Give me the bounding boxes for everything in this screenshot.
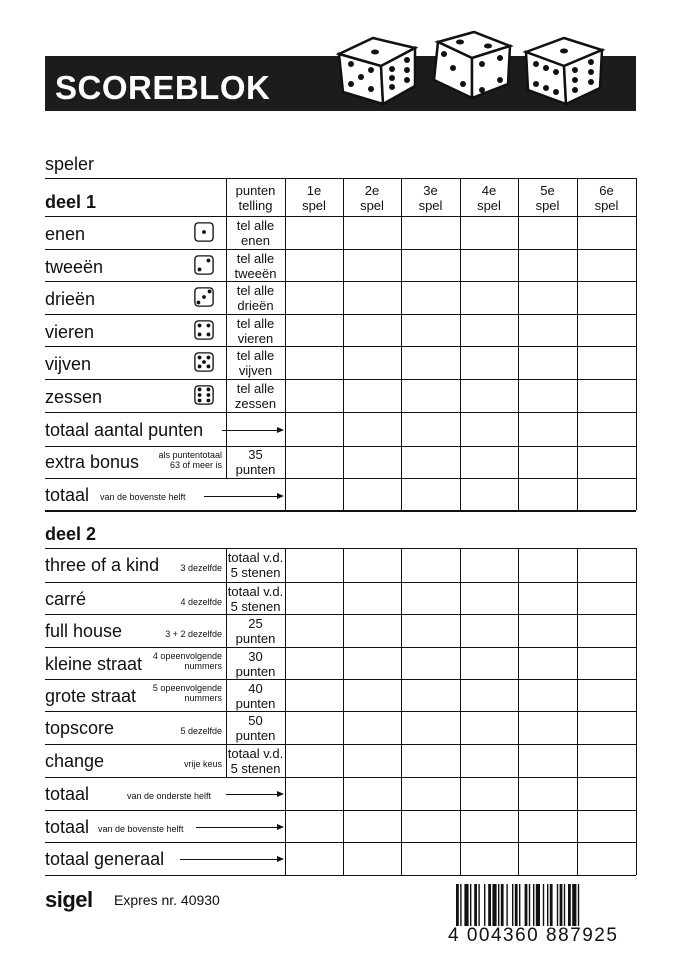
bonus-note-line: 63 of meer is bbox=[169, 460, 222, 470]
game-column-header-3-line: 3e bbox=[423, 183, 438, 198]
page-title: SCOREBLOK bbox=[55, 69, 271, 106]
points-rule bbox=[226, 348, 285, 378]
part2-row-7-score-cell[interactable] bbox=[344, 745, 400, 776]
points-rule bbox=[226, 550, 285, 580]
part2-row-5-score-cell[interactable] bbox=[344, 680, 400, 710]
part1-row-3-score-cell[interactable] bbox=[286, 282, 342, 313]
part2-row-6-score-cell[interactable] bbox=[578, 712, 635, 743]
points-rule-line: 5 stenen bbox=[230, 599, 281, 614]
part1-row-1-score-cell[interactable] bbox=[578, 217, 635, 248]
product-number: Expres nr. 40930 bbox=[114, 892, 220, 908]
points-rule bbox=[226, 616, 285, 646]
part2-row-3-score-cell[interactable] bbox=[402, 615, 459, 646]
arrow-icon bbox=[180, 859, 282, 860]
points-rule bbox=[226, 251, 285, 281]
arrow-icon bbox=[196, 827, 282, 828]
part1-row-1-score-cell[interactable] bbox=[344, 217, 400, 248]
lower-total-score-cell[interactable] bbox=[286, 778, 342, 809]
part1-row-1-score-cell[interactable] bbox=[402, 217, 459, 248]
die-face-3-icon bbox=[194, 287, 214, 307]
game-column-header-1-line: 1e bbox=[306, 183, 322, 198]
grid-line bbox=[636, 178, 637, 510]
upper-total-repeat-score-cell[interactable] bbox=[286, 811, 342, 841]
part1-row-6-score-cell[interactable] bbox=[519, 380, 576, 411]
row-note-line: 4 dezelfde bbox=[180, 597, 222, 607]
part2-row-3-score-cell[interactable] bbox=[344, 615, 400, 646]
part2-row-5-score-cell[interactable] bbox=[578, 680, 635, 710]
grand-total-score-cell[interactable] bbox=[344, 843, 400, 874]
part2-row-6-score-cell[interactable] bbox=[519, 712, 576, 743]
points-rule bbox=[226, 316, 285, 346]
grid-line bbox=[45, 178, 636, 179]
bonus-score-cell[interactable] bbox=[286, 447, 342, 477]
bonus-score-cell[interactable] bbox=[344, 447, 400, 477]
part2-row-2-score-cell[interactable] bbox=[286, 583, 342, 613]
points-rule-line: vijven bbox=[238, 363, 273, 378]
part2-row-5-score-cell[interactable] bbox=[461, 680, 517, 710]
row-note-line: nummers bbox=[184, 693, 222, 703]
part1-row-2-score-cell[interactable] bbox=[286, 250, 342, 280]
points-rule-line: drieën bbox=[237, 298, 274, 313]
part1-row-6-score-cell[interactable] bbox=[344, 380, 400, 411]
part1-row-5-score-cell[interactable] bbox=[578, 347, 635, 378]
total-points-score-cell[interactable] bbox=[461, 413, 517, 445]
points-column-header bbox=[226, 183, 285, 213]
points-rule-line: tel alle bbox=[236, 316, 275, 331]
part1-row-5-score-cell[interactable] bbox=[519, 347, 576, 378]
points-rule-line: 40 bbox=[248, 681, 263, 696]
row-label-grote-straat: grote straat bbox=[45, 686, 137, 706]
row-note bbox=[112, 651, 222, 671]
arrow-icon bbox=[226, 794, 282, 795]
part1-row-5-score-cell[interactable] bbox=[402, 347, 459, 378]
game-column-header-5-line: 5e bbox=[540, 183, 555, 198]
total-points-label: totaal aantal punten bbox=[45, 420, 204, 440]
grand-total-label: totaal generaal bbox=[45, 849, 165, 869]
part2-row-2-score-cell[interactable] bbox=[344, 583, 400, 613]
row-label-tweeën: tweeën bbox=[45, 257, 104, 277]
part2-row-4-score-cell[interactable] bbox=[461, 648, 517, 678]
upper-total-repeat-label: totaal bbox=[45, 817, 90, 837]
barcode-number: 4 004360 887925 bbox=[448, 925, 619, 946]
row-label-vieren: vieren bbox=[45, 322, 95, 342]
part1-row-3-score-cell[interactable] bbox=[519, 282, 576, 313]
part2-row-6-score-cell[interactable] bbox=[344, 712, 400, 743]
upper-total-repeat-note: van de bovenste helft bbox=[98, 824, 184, 834]
row-label-zessen: zessen bbox=[45, 387, 103, 407]
bonus-score-cell[interactable] bbox=[461, 447, 517, 477]
total-points-score-cell[interactable] bbox=[519, 413, 576, 445]
die-face-5-icon bbox=[194, 352, 214, 372]
points-rule-line: tel alle bbox=[236, 251, 275, 266]
part1-row-4-score-cell[interactable] bbox=[578, 315, 635, 345]
points-rule-line: tel alle bbox=[236, 218, 275, 233]
game-column-header-4 bbox=[460, 183, 518, 213]
part2-row-4-score-cell[interactable] bbox=[578, 648, 635, 678]
part1-row-4-score-cell[interactable] bbox=[461, 315, 517, 345]
upper-total-label: totaal bbox=[45, 485, 90, 505]
part2-row-1-score-cell[interactable] bbox=[402, 549, 459, 581]
part1-row-4-score-cell[interactable] bbox=[402, 315, 459, 345]
game-column-header-1 bbox=[285, 183, 343, 213]
points-rule bbox=[226, 218, 285, 248]
part1-row-1-score-cell[interactable] bbox=[286, 217, 342, 248]
points-rule-line: zessen bbox=[234, 396, 277, 411]
game-column-header-2-line: spel bbox=[360, 198, 384, 213]
lower-total-score-cell[interactable] bbox=[402, 778, 459, 809]
bonus-label: extra bonus bbox=[45, 452, 140, 472]
part1-row-5-score-cell[interactable] bbox=[461, 347, 517, 378]
points-rule-line: totaal v.d. bbox=[227, 584, 284, 599]
points-rule-line: punten bbox=[235, 631, 276, 646]
points-rule-line: 30 bbox=[248, 649, 263, 664]
row-label-kleine-straat: kleine straat bbox=[45, 654, 143, 674]
part2-row-6-score-cell[interactable] bbox=[461, 712, 517, 743]
game-column-header-6-line: 6e bbox=[599, 183, 614, 198]
bonus-note-line: als puntentotaal bbox=[158, 450, 222, 460]
upper-total-repeat-score-cell[interactable] bbox=[344, 811, 400, 841]
part2-row-4-score-cell[interactable] bbox=[402, 648, 459, 678]
points-rule-line: 50 bbox=[248, 713, 263, 728]
grid-line bbox=[45, 875, 636, 876]
grid-line bbox=[636, 548, 637, 875]
part1-row-4-score-cell[interactable] bbox=[286, 315, 342, 345]
row-label-change: change bbox=[45, 751, 105, 771]
bonus-points bbox=[226, 447, 285, 477]
points-rule bbox=[226, 746, 285, 776]
row-note-line: nummers bbox=[184, 661, 222, 671]
upper-total-repeat-score-cell[interactable] bbox=[402, 811, 459, 841]
game-column-header-3 bbox=[401, 183, 460, 213]
game-column-header-1-line: spel bbox=[302, 198, 326, 213]
part1-row-2-score-cell[interactable] bbox=[344, 250, 400, 280]
part1-row-2-score-cell[interactable] bbox=[578, 250, 635, 280]
upper-total-score-cell[interactable] bbox=[286, 479, 342, 509]
part1-row-2-score-cell[interactable] bbox=[519, 250, 576, 280]
game-column-header-5 bbox=[518, 183, 577, 213]
row-label-drieën: drieën bbox=[45, 289, 96, 309]
player-label: speler bbox=[45, 154, 95, 174]
arrow-icon bbox=[222, 430, 282, 431]
game-column-header-3-line: spel bbox=[418, 198, 443, 213]
part2-row-3-score-cell[interactable] bbox=[286, 615, 342, 646]
upper-total-score-cell[interactable] bbox=[519, 479, 576, 509]
part2-row-5-score-cell[interactable] bbox=[519, 680, 576, 710]
bonus-score-cell[interactable] bbox=[402, 447, 459, 477]
row-note-line: vrije keus bbox=[183, 759, 222, 769]
part1-row-2-score-cell[interactable] bbox=[402, 250, 459, 280]
row-label-full-house: full house bbox=[45, 621, 123, 641]
bonus-points-line: punten bbox=[235, 462, 276, 477]
part2-row-1-score-cell[interactable] bbox=[344, 549, 400, 581]
part2-row-4-score-cell[interactable] bbox=[519, 648, 576, 678]
part2-row-7-score-cell[interactable] bbox=[578, 745, 635, 776]
die-face-4-icon bbox=[194, 320, 214, 340]
lower-total-score-cell[interactable] bbox=[461, 778, 517, 809]
part1-row-5-score-cell[interactable] bbox=[286, 347, 342, 378]
part1-row-3-score-cell[interactable] bbox=[402, 282, 459, 313]
row-note-line: 5 dezelfde bbox=[180, 726, 222, 736]
part1-row-6-score-cell[interactable] bbox=[402, 380, 459, 411]
part1-row-3-score-cell[interactable] bbox=[461, 282, 517, 313]
part1-row-1-score-cell[interactable] bbox=[519, 217, 576, 248]
dice-icon bbox=[430, 28, 514, 102]
row-note-line: 3 + 2 dezelfde bbox=[165, 629, 222, 639]
points-rule-line: punten bbox=[235, 664, 276, 679]
points-rule bbox=[226, 681, 285, 711]
total-points-score-cell[interactable] bbox=[578, 413, 635, 445]
part2-row-1-score-cell[interactable] bbox=[578, 549, 635, 581]
points-rule-line: totaal v.d. bbox=[227, 550, 284, 565]
grand-total-score-cell[interactable] bbox=[578, 843, 635, 874]
points-rule-line: 25 bbox=[248, 616, 263, 631]
die-face-2-icon bbox=[194, 255, 214, 275]
points-rule bbox=[226, 283, 285, 313]
points-rule-line: enen bbox=[241, 233, 270, 248]
bonus-note bbox=[112, 450, 222, 470]
row-label-carré: carré bbox=[45, 589, 87, 609]
part1-row-3-score-cell[interactable] bbox=[578, 282, 635, 313]
part2-row-2-score-cell[interactable] bbox=[461, 583, 517, 613]
part1-row-1-score-cell[interactable] bbox=[461, 217, 517, 248]
part2-row-6-score-cell[interactable] bbox=[402, 712, 459, 743]
part1-row-6-score-cell[interactable] bbox=[461, 380, 517, 411]
row-note-line: 3 dezelfde bbox=[180, 563, 222, 573]
brand-logo: sigel bbox=[45, 887, 93, 912]
part2-row-1-score-cell[interactable] bbox=[461, 549, 517, 581]
upper-total-score-cell[interactable] bbox=[578, 479, 635, 509]
total-points-score-cell[interactable] bbox=[402, 413, 459, 445]
die-face-6-icon bbox=[194, 385, 214, 405]
points-rule-line: punten bbox=[235, 696, 276, 711]
upper-total-score-cell[interactable] bbox=[402, 479, 459, 509]
game-column-header-4-line: 4e bbox=[481, 183, 497, 198]
points-rule-line: tel alle bbox=[236, 381, 275, 396]
game-column-header-4-line: spel bbox=[477, 198, 501, 213]
grid-line bbox=[45, 510, 636, 512]
part1-row-5-score-cell[interactable] bbox=[344, 347, 400, 378]
points-column-header-line: telling bbox=[238, 198, 273, 213]
part2-row-6-score-cell[interactable] bbox=[286, 712, 342, 743]
part2-row-4-score-cell[interactable] bbox=[344, 648, 400, 678]
part2-row-1-score-cell[interactable] bbox=[519, 549, 576, 581]
part1-row-2-score-cell[interactable] bbox=[461, 250, 517, 280]
part1-row-6-score-cell[interactable] bbox=[286, 380, 342, 411]
part2-row-7-score-cell[interactable] bbox=[461, 745, 517, 776]
game-column-header-2-line: 2e bbox=[364, 183, 380, 198]
part2-row-4-score-cell[interactable] bbox=[286, 648, 342, 678]
row-note bbox=[112, 597, 222, 607]
part1-row-4-score-cell[interactable] bbox=[519, 315, 576, 345]
upper-total-repeat-score-cell[interactable] bbox=[519, 811, 576, 841]
row-note-line: 4 opeenvolgende bbox=[152, 651, 222, 661]
part2-row-1-score-cell[interactable] bbox=[286, 549, 342, 581]
grand-total-score-cell[interactable] bbox=[519, 843, 576, 874]
points-rule-line: vieren bbox=[237, 331, 274, 346]
total-points-score-cell[interactable] bbox=[344, 413, 400, 445]
bonus-points-line: 35 bbox=[248, 447, 263, 462]
upper-total-score-cell[interactable] bbox=[461, 479, 517, 509]
dice-icon bbox=[335, 34, 419, 108]
part1-heading: deel 1 bbox=[45, 192, 97, 212]
part2-row-7-score-cell[interactable] bbox=[286, 745, 342, 776]
lower-total-note: van de onderste helft bbox=[127, 791, 212, 801]
points-rule bbox=[226, 713, 285, 743]
dice-icon bbox=[522, 34, 606, 108]
points-rule-line: tel alle bbox=[236, 348, 275, 363]
row-note-line: 5 opeenvolgende bbox=[152, 683, 222, 693]
row-label-vijven: vijven bbox=[45, 354, 92, 374]
part2-row-2-score-cell[interactable] bbox=[519, 583, 576, 613]
points-rule bbox=[226, 584, 285, 614]
upper-total-score-cell[interactable] bbox=[344, 479, 400, 509]
upper-total-note: van de bovenste helft bbox=[100, 492, 186, 502]
lower-total-score-cell[interactable] bbox=[519, 778, 576, 809]
row-note bbox=[112, 683, 222, 703]
part2-row-3-score-cell[interactable] bbox=[578, 615, 635, 646]
upper-total-repeat-score-cell[interactable] bbox=[461, 811, 517, 841]
row-note bbox=[112, 726, 222, 736]
points-rule-line: 5 stenen bbox=[230, 761, 281, 776]
row-note bbox=[112, 563, 222, 573]
game-column-header-6 bbox=[577, 183, 636, 213]
barcode bbox=[456, 884, 636, 926]
grand-total-score-cell[interactable] bbox=[461, 843, 517, 874]
part2-row-2-score-cell[interactable] bbox=[578, 583, 635, 613]
part2-row-7-score-cell[interactable] bbox=[519, 745, 576, 776]
part2-row-5-score-cell[interactable] bbox=[286, 680, 342, 710]
part1-row-3-score-cell[interactable] bbox=[344, 282, 400, 313]
points-rule bbox=[226, 381, 285, 411]
part2-row-3-score-cell[interactable] bbox=[519, 615, 576, 646]
row-note bbox=[112, 759, 222, 769]
grand-total-score-cell[interactable] bbox=[286, 843, 342, 874]
lower-total-label: totaal bbox=[45, 784, 90, 804]
row-label-three-of-a-kind: three of a kind bbox=[45, 555, 160, 575]
part2-heading: deel 2 bbox=[45, 524, 97, 544]
part1-row-4-score-cell[interactable] bbox=[344, 315, 400, 345]
game-column-header-2 bbox=[343, 183, 401, 213]
game-column-header-5-line: spel bbox=[535, 198, 560, 213]
game-column-header-6-line: spel bbox=[594, 198, 619, 213]
bonus-score-cell[interactable] bbox=[578, 447, 635, 477]
points-rule-line: tweeën bbox=[234, 266, 277, 281]
part2-row-5-score-cell[interactable] bbox=[402, 680, 459, 710]
arrow-icon bbox=[204, 496, 282, 497]
lower-total-score-cell[interactable] bbox=[344, 778, 400, 809]
row-label-topscore: topscore bbox=[45, 718, 115, 738]
part2-row-3-score-cell[interactable] bbox=[461, 615, 517, 646]
points-rule-line: 5 stenen bbox=[230, 565, 281, 580]
die-face-1-icon bbox=[194, 222, 214, 242]
points-rule-line: totaal v.d. bbox=[227, 746, 284, 761]
row-note bbox=[112, 629, 222, 639]
bonus-score-cell[interactable] bbox=[519, 447, 576, 477]
points-column-header-line: punten bbox=[235, 183, 276, 198]
part1-row-6-score-cell[interactable] bbox=[578, 380, 635, 411]
upper-total-repeat-score-cell[interactable] bbox=[578, 811, 635, 841]
points-rule-line: punten bbox=[235, 728, 276, 743]
part2-row-2-score-cell[interactable] bbox=[402, 583, 459, 613]
grand-total-score-cell[interactable] bbox=[402, 843, 459, 874]
part2-row-7-score-cell[interactable] bbox=[402, 745, 459, 776]
row-label-enen: enen bbox=[45, 224, 86, 244]
points-rule bbox=[226, 649, 285, 679]
lower-total-score-cell[interactable] bbox=[578, 778, 635, 809]
points-rule-line: tel alle bbox=[236, 283, 275, 298]
total-points-score-cell[interactable] bbox=[286, 413, 342, 445]
